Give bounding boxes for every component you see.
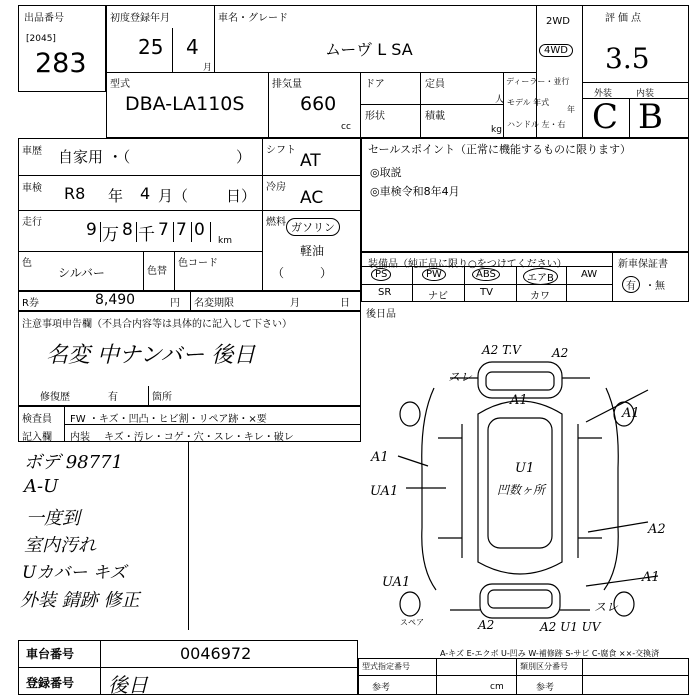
diagram-mark: A1 xyxy=(622,406,640,421)
sales-title: セールスポイント（正常に機能するものに限ります） xyxy=(368,143,632,156)
exterior-grade: C xyxy=(592,97,619,137)
deadline-day: 日 xyxy=(340,298,350,309)
equipment-title: 装備品（純正品に限り○をつけてください） xyxy=(368,259,567,270)
diagram-mark: スレ xyxy=(448,370,473,384)
equip-sr: SR xyxy=(378,287,392,298)
fuel-diesel: 軽油 xyxy=(300,244,325,258)
inspection-label: 車検 xyxy=(22,183,42,194)
model-label: 型式 xyxy=(110,79,130,90)
shape-label: 形状 xyxy=(365,111,385,122)
history-value: 自家用 ・（ xyxy=(58,148,131,166)
dealer-label: ディーラー・並行 xyxy=(506,77,570,86)
equip-abs: ABS xyxy=(472,268,500,281)
chassis-value: 0046972 xyxy=(180,644,252,663)
name-grade-label: 車名・グレード xyxy=(218,13,288,24)
diagram-mark: A2 xyxy=(478,618,495,632)
damage-legend: A-キズ E-エクボ U-凹み W-補修跡 S-サビ C-腐食 ××-交換済 xyxy=(440,649,660,658)
equip-ps: PS xyxy=(371,268,391,281)
handle-label: ハンドル 左・右 xyxy=(507,120,566,129)
cm-unit: cm xyxy=(490,682,504,692)
sales-item: ◎取説 xyxy=(370,166,402,179)
diagram-mark: スレ xyxy=(594,600,619,614)
fuel-label: 燃料 xyxy=(266,217,286,228)
inspection-day-text: 日） xyxy=(226,187,257,205)
diagram-mark: A2 T.V xyxy=(482,343,521,357)
shift-value: AT xyxy=(300,151,321,171)
mileage-digit: 7 xyxy=(176,220,187,240)
recycle-unit: 円 xyxy=(170,298,180,309)
remark-line: ボデ 98771 xyxy=(24,452,123,473)
reg-label: 登録番号 xyxy=(26,676,75,690)
mileage-digit: 8 xyxy=(122,220,133,240)
cat-label: 類別区分番号 xyxy=(520,662,568,671)
remark-line: 室内汚れ xyxy=(24,535,96,556)
chassis-label: 車台番号 xyxy=(26,647,75,661)
repair-label: 修復歴 xyxy=(40,392,70,403)
first-reg-year: 25 xyxy=(138,35,164,59)
diagram-mark: A2 U1 UV xyxy=(540,620,601,634)
recycle-value: 8,490 xyxy=(95,292,136,308)
diagram-mark: UA1 xyxy=(370,484,399,499)
displacement-label: 排気量 xyxy=(272,79,302,90)
history-label: 車歴 xyxy=(22,146,42,157)
equip-leather: カワ xyxy=(530,291,550,302)
mileage-unit: km xyxy=(218,236,232,246)
rear-seat-label: 後日品 xyxy=(366,309,396,320)
interior-tag: 内装 xyxy=(70,432,90,443)
exterior-label: 外装 xyxy=(594,89,613,99)
mileage-digit: 9 xyxy=(86,220,97,240)
diagram-mark: A2 xyxy=(552,346,569,360)
car-name: ムーヴ L SA xyxy=(325,40,413,59)
first-reg-month: 4 xyxy=(186,35,199,59)
first-reg-label: 初度登録年月 xyxy=(110,13,170,24)
deadline-month: 月 xyxy=(290,298,300,309)
mileage-digit: 千 xyxy=(138,225,155,245)
mileage-label: 走行 xyxy=(22,217,42,228)
fuel-gas: ガソリン xyxy=(286,218,340,236)
year-unit: 年 xyxy=(567,105,575,114)
model-year-label: モデル 年式 xyxy=(507,98,550,107)
door-label: ドア xyxy=(365,79,385,90)
inspector-items: FW ・キズ・凹凸・ヒビ割・リペア跡・×要 xyxy=(70,414,267,425)
equip-aw: AW xyxy=(581,269,598,280)
load-unit: kg xyxy=(491,125,502,135)
inspector-label: 検査員 xyxy=(22,414,52,425)
ac-label: 冷房 xyxy=(266,182,286,193)
inspection-month-text: 月（ xyxy=(158,187,189,205)
type-label: 型式指定番号 xyxy=(362,662,410,671)
notes-handwritten: 名変 中ナンバー 後日 xyxy=(46,343,256,368)
mileage-digit: 7 xyxy=(158,220,169,240)
interior-grade: B xyxy=(638,97,663,137)
lot-number: 283 xyxy=(35,48,87,79)
ac-value: AC xyxy=(300,188,324,208)
ref1-label: 参考 xyxy=(372,683,391,693)
diagram-mark: A1 xyxy=(642,570,660,585)
diagram-mark: 凹数ヶ所 xyxy=(497,483,546,497)
interior-items: キズ・汚レ・コゲ・穴・スレ・キレ・破レ xyxy=(104,432,294,443)
capacity-unit: 人 xyxy=(495,95,505,105)
remark-line: 外装 錆跡 修正 xyxy=(20,590,140,611)
fuel-other: （ ） xyxy=(272,266,333,280)
reg-value: 後日 xyxy=(108,673,148,697)
color-label: 色 xyxy=(22,258,32,269)
spare-label: スペア xyxy=(400,618,424,627)
drive-2wd: 2WD xyxy=(546,16,570,27)
load-label: 積載 xyxy=(425,111,445,122)
color-change-label: 色替 xyxy=(147,266,167,277)
inspection-month: 4 xyxy=(140,184,151,203)
displacement-unit: cc xyxy=(341,122,351,132)
lot-sub: [2045] xyxy=(26,34,56,44)
diagram-mark: A2 xyxy=(648,522,666,537)
repair-value: 有 xyxy=(108,392,118,403)
equip-tv: TV xyxy=(480,287,493,298)
diagram-mark: U1 xyxy=(515,461,535,476)
capacity-label: 定員 xyxy=(425,79,445,90)
model-value: DBA-LA110S xyxy=(125,93,245,115)
remark-line: A-U xyxy=(24,476,59,497)
score-label: 評価点 xyxy=(605,13,644,24)
diagram-mark: UA1 xyxy=(382,575,411,590)
diagram-mark: A1 xyxy=(371,450,389,465)
inspection-year-text: 年 xyxy=(108,187,124,205)
equip-navi: ナビ xyxy=(428,291,448,302)
remark-line: Uカバー キズ xyxy=(22,563,127,583)
score-value: 3.5 xyxy=(605,42,650,75)
record-label: 記入欄 xyxy=(22,432,52,443)
diagram-mark: A1 xyxy=(510,393,528,408)
mileage-digit: 0 xyxy=(194,220,205,240)
inspection-value: R8 xyxy=(64,184,86,203)
warranty-yes: 有 xyxy=(622,276,640,293)
color-value: シルバー xyxy=(58,266,105,280)
ref2-label: 参考 xyxy=(536,683,555,693)
mileage-digit: 万 xyxy=(102,225,119,245)
interior-label: 内装 xyxy=(636,89,655,99)
displacement-value: 660 xyxy=(300,93,337,115)
lot-label: 出品番号 xyxy=(24,13,64,24)
remark-line: 一度到 xyxy=(26,508,80,529)
color-code-label: 色コード xyxy=(178,258,218,269)
notes-label: 注意事項申告欄（不具合内容等は具体的に記入して下さい） xyxy=(22,319,292,330)
equip-pw: PW xyxy=(422,268,446,281)
equip-airbag: エアB xyxy=(523,268,558,285)
drive-4wd: 4WD xyxy=(539,44,573,57)
recycle-label: R券 xyxy=(22,298,39,309)
deadline-label: 名変期限 xyxy=(194,298,234,309)
warranty-no: ・無 xyxy=(645,281,665,292)
history-close: ） xyxy=(236,148,252,166)
sales-item: ◎車検令和8年4月 xyxy=(370,185,460,198)
warranty-label: 新車保証書 xyxy=(618,259,668,270)
repair-place: 箇所 xyxy=(152,392,172,403)
month-unit: 月 xyxy=(203,63,213,73)
shift-label: シフト xyxy=(266,145,296,156)
